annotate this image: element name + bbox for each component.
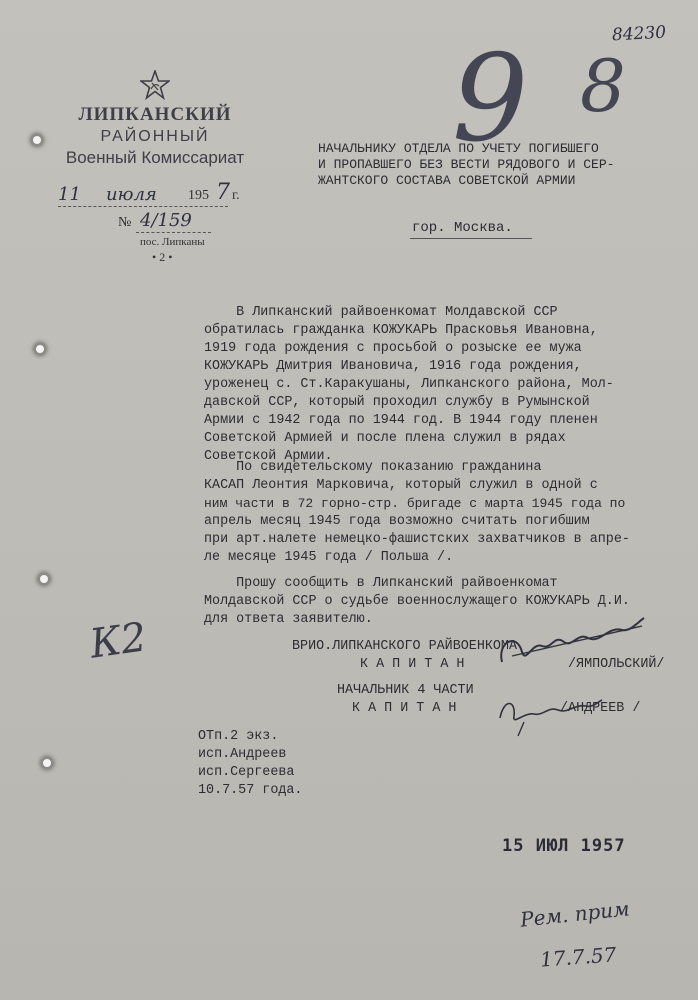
date-day: 11 bbox=[58, 184, 81, 205]
addressee-line1: НАЧАЛЬНИКУ ОТДЕЛА ПО УЧЕТУ ПОГИБШЕГО bbox=[318, 141, 599, 156]
body-line: Прошу сообщить в Липканский райвоенкомат bbox=[204, 576, 558, 591]
body-line: Советской Армией и после плена служил в рядах bbox=[204, 431, 566, 446]
margin-note: К2 bbox=[87, 614, 150, 668]
footer-executor: исп.Андреев bbox=[198, 747, 287, 762]
big-handwritten-digit-nine: 9 bbox=[452, 30, 529, 169]
body-line: По свидетельскому показанию гражданина bbox=[204, 460, 542, 475]
signature2-title: НАЧАЛЬНИК 4 ЧАСТИ bbox=[337, 683, 474, 698]
issuer-stamp bbox=[30, 70, 280, 168]
body-line: ле месяце 1945 года / Польша /. bbox=[204, 550, 454, 565]
body-line: уроженец с. Ст.Каракушаны, Липканского района, Мол- bbox=[204, 377, 614, 392]
body-line: при арт.налете немецко-фашистских захватчиков в апре- bbox=[204, 532, 630, 547]
resolution-note-line2: 17.7.57 bbox=[539, 942, 618, 972]
footer-typist: исп.Сергеева bbox=[198, 765, 295, 780]
body-line: Молдавской ССР о судьбе военнослужащего КОЖУКАРЬ Д.И. bbox=[204, 594, 630, 609]
number-label: № bbox=[118, 215, 132, 230]
number-value: 4/159 bbox=[140, 210, 192, 231]
body-line: 1919 года рождения с просьбой о розыске ее мужа bbox=[204, 341, 582, 356]
addressee-line2: И ПРОПАВШЕГО БЕЗ ВЕСТИ РЯДОВОГО И СЕР- bbox=[318, 157, 615, 172]
body-line: Советской Армии. bbox=[204, 449, 333, 464]
body-line: давской ССР, который проходил службу в Румынской bbox=[204, 395, 590, 410]
signature2-name: /АНДРЕЕВ / bbox=[560, 701, 641, 716]
stamp-org-line1: ЛИПКАНСКИЙ bbox=[78, 104, 232, 125]
body-line: ним части в 72 горно-стр. бригаде с марта 1945 года по bbox=[204, 496, 626, 511]
body-line: КОЖУКАРЬ Дмитрия Ивановича, 1916 года рождения, bbox=[204, 359, 582, 374]
date-month: июля bbox=[106, 184, 157, 205]
addressee-line3: ЖАНТСКОГО СОСТАВА СОВЕТСКОЙ АРМИИ bbox=[318, 173, 576, 188]
signature1-scribble bbox=[492, 612, 652, 672]
punch-hole bbox=[40, 756, 54, 770]
footer-date: 10.7.57 года. bbox=[198, 783, 303, 798]
stamp-org-line3: Военный Комиссариат bbox=[65, 148, 245, 167]
stamp-place: пос. Липканы bbox=[140, 236, 205, 248]
signature2-scribble bbox=[494, 688, 604, 738]
date-year-printed: 195 bbox=[188, 188, 209, 203]
addressee-city: гор. Москва. bbox=[412, 220, 513, 236]
stamp-sub-number: • 2 • bbox=[152, 250, 173, 264]
punch-hole bbox=[37, 572, 51, 586]
body-line: В Липканский райвоенкомат Молдавской ССР bbox=[204, 305, 558, 320]
stamp-org-line2: РАЙОННЫЙ bbox=[100, 128, 210, 145]
body-line: для ответа заявителю. bbox=[204, 612, 373, 627]
date-year-hand: 7 bbox=[216, 180, 230, 205]
date-underline bbox=[58, 206, 228, 207]
punch-hole bbox=[33, 342, 47, 356]
body-line: обратилась гражданка КОЖУКАРЬ Прасковья Ивановна, bbox=[204, 323, 598, 338]
body-line: КАСАП Леонтия Марковича, который служил в одной с bbox=[204, 478, 598, 493]
stamp-number-line bbox=[118, 212, 238, 236]
signature1-name: /ЯМПОЛЬСКИЙ/ bbox=[568, 657, 665, 672]
resolution-note-line1: Рем. прим bbox=[519, 896, 631, 932]
body-line: апрель месяц 1945 года возможно считать погибшим bbox=[204, 514, 590, 529]
big-handwritten-digit-eight: 8 bbox=[580, 44, 626, 128]
signature2-rank: К А П И Т А Н bbox=[352, 701, 457, 716]
signature1-title: ВРИО.ЛИПКАНСКОГО РАЙВОЕНКОМА bbox=[292, 639, 517, 654]
archive-number: 84230 bbox=[611, 22, 667, 46]
received-date-stamp: 15 ИЮЛ 1957 bbox=[502, 836, 626, 856]
stamp-date-line bbox=[58, 180, 268, 210]
number-underline bbox=[136, 232, 211, 233]
signature1-rank: К А П И Т А Н bbox=[360, 657, 465, 672]
star-hammer-sickle-icon bbox=[140, 70, 170, 100]
footer-copies: ОТп.2 экз. bbox=[198, 729, 279, 744]
city-underline bbox=[410, 238, 532, 239]
body-line: Армии с 1942 года по 1944 год. В 1944 году пленен bbox=[204, 413, 598, 428]
date-suffix: г. bbox=[232, 188, 240, 203]
